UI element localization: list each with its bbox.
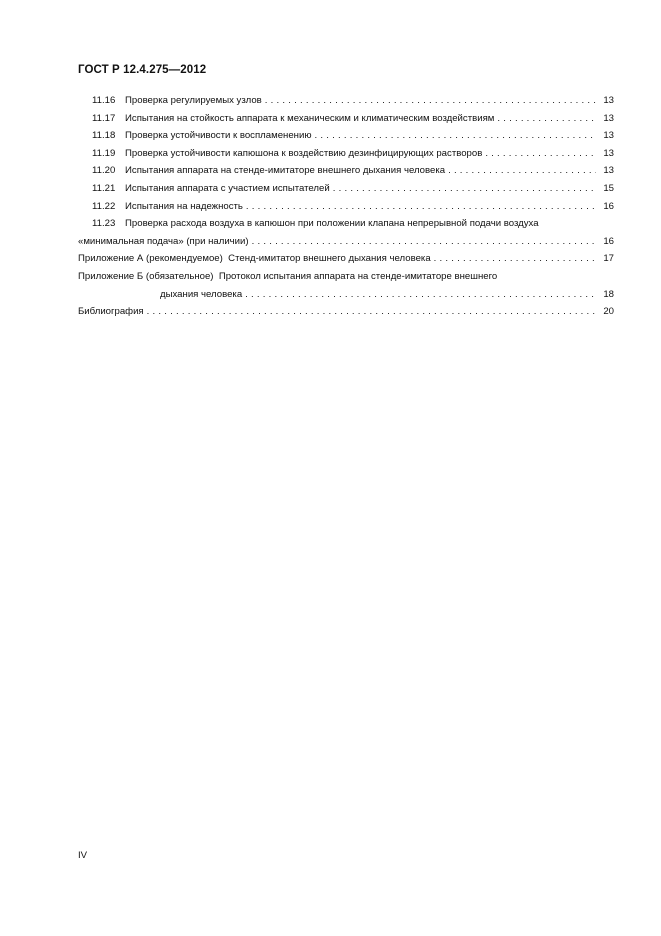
toc-leader-dots xyxy=(448,162,596,180)
toc-entry-title-continued: «минимальная подача» (при наличии) xyxy=(78,235,249,247)
toc-entry-page: 16 xyxy=(603,200,614,212)
toc-leader-dots xyxy=(485,145,596,163)
toc-entry-title-continued: дыхания человека xyxy=(160,288,243,300)
toc-entry-11-18[interactable] xyxy=(78,127,614,145)
toc-entry-11-17[interactable] xyxy=(78,110,614,128)
toc-leader-dots xyxy=(333,180,596,198)
toc-leader-dots xyxy=(315,127,596,145)
toc-entry-number: 11.22 xyxy=(92,200,116,212)
toc-entry-page: 13 xyxy=(603,147,614,159)
toc-entry-11-20[interactable] xyxy=(78,162,614,180)
toc-entry-number: 11.20 xyxy=(92,165,116,177)
document-header: ГОСТ Р 12.4.275—2012 xyxy=(78,64,207,76)
toc-entry-11-16[interactable] xyxy=(78,92,614,110)
page-number: IV xyxy=(78,850,88,861)
toc-entry-title: Проверка регулируемых узлов xyxy=(125,95,262,106)
toc-entry-title: Испытания на стойкость аппарата к механическим и климатическим воздействиям xyxy=(125,112,495,124)
toc-entry-11-21[interactable] xyxy=(78,180,614,198)
toc-entry-page: 18 xyxy=(603,288,614,300)
toc-entry-page: 13 xyxy=(603,95,614,106)
toc-entry-number: 11.17 xyxy=(92,112,116,124)
toc-entry-title: Приложение Б (обязательное) Протокол испытания аппарата на стенде-имитаторе внешнего xyxy=(78,270,498,282)
table-of-contents xyxy=(78,92,614,321)
toc-entry-appendix-b[interactable] xyxy=(78,268,614,303)
toc-entry-11-23[interactable] xyxy=(78,215,614,250)
toc-entry-11-19[interactable] xyxy=(78,145,614,163)
toc-entry-title: Проверка расхода воздуха в капюшон при положении клапана непрерывной подачи воздуха xyxy=(125,218,539,230)
toc-entry-number: 11.18 xyxy=(92,130,116,142)
toc-entry-page: 13 xyxy=(603,130,614,142)
toc-entry-title: Приложение А (рекомендуемое) Стенд-имитатор внешнего дыхания человека xyxy=(78,253,431,265)
toc-entry-appendix-a[interactable] xyxy=(78,250,614,268)
toc-leader-dots xyxy=(252,233,596,251)
toc-entry-title: Проверка устойчивости к воспламенению xyxy=(125,130,312,142)
toc-leader-dots xyxy=(497,110,596,128)
toc-entry-title: Испытания на надежность xyxy=(125,200,243,212)
toc-entry-number: 11.21 xyxy=(92,182,116,194)
toc-entry-bibliography[interactable] xyxy=(78,303,614,321)
toc-entry-title: Испытания аппарата с участием испытателей xyxy=(125,182,330,194)
toc-entry-number: 11.16 xyxy=(92,95,116,106)
toc-leader-dots xyxy=(147,303,596,321)
toc-entry-number: 11.19 xyxy=(92,147,116,159)
toc-entry-number: 11.23 xyxy=(92,218,116,230)
toc-leader-dots xyxy=(265,92,596,110)
toc-entry-page: 17 xyxy=(603,253,614,265)
toc-entry-title: Библиография xyxy=(78,306,144,318)
toc-entry-page: 15 xyxy=(603,182,614,194)
toc-entry-page: 13 xyxy=(603,165,614,177)
toc-entry-page: 16 xyxy=(603,235,614,247)
toc-entry-page: 13 xyxy=(603,112,614,124)
toc-entry-title: Испытания аппарата на стенде-имитаторе внешнего дыхания человека xyxy=(125,165,446,177)
toc-leader-dots xyxy=(434,250,596,268)
toc-leader-dots xyxy=(245,286,596,304)
toc-leader-dots xyxy=(246,198,596,216)
toc-entry-page: 20 xyxy=(603,306,614,318)
toc-entry-11-22[interactable] xyxy=(78,198,614,216)
toc-entry-title: Проверка устойчивости капюшона к воздействию дезинфицирующих растворов xyxy=(125,147,483,159)
